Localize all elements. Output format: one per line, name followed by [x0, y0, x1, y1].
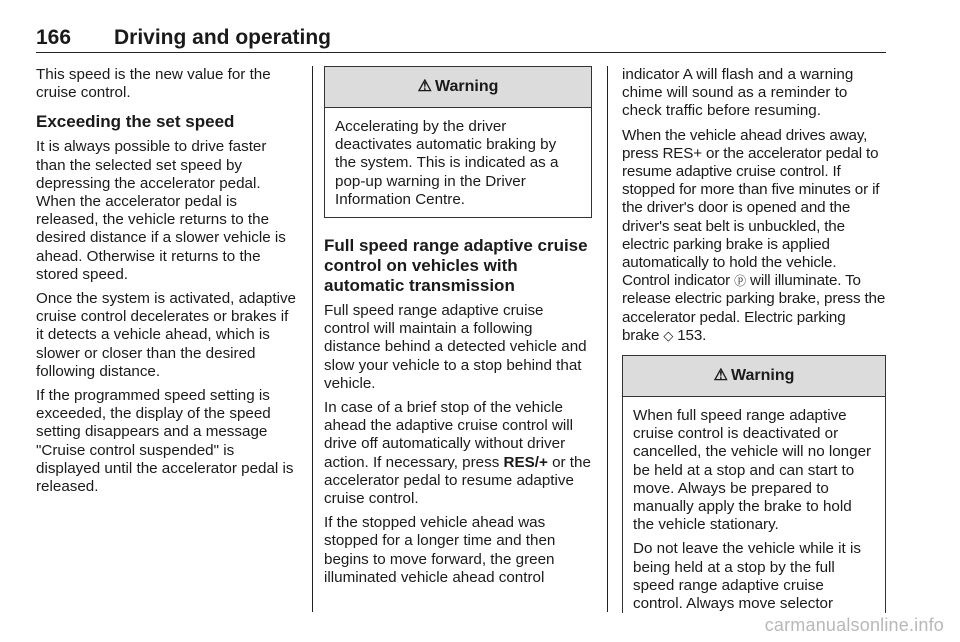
- paragraph: It is always possible to drive faster than the selected set speed by depressing the accelerator pedal. When the accelerator pedal is released, the vehicle returns to the desired distance if a slower vehicle is ahead. Otherwise it returns to the stored speed.: [36, 138, 286, 283]
- warning-text: Do not leave the vehicle while it is being held at a stop by the full speed range adaptive cruise control. Always move selector: [633, 540, 861, 613]
- text-run: or the accelerator pedal to resume adaptive cruise control.: [324, 453, 591, 508]
- section-title: Driving and operating: [114, 26, 332, 49]
- warning-header: [623, 356, 885, 397]
- text-run: When the vehicle ahead drives away, press RES+ or the accelerator pedal to resume adaptive cruise control. If stopped for more than five minutes or if the driver's door is opened and the driver's seat belt is unbuckled, the electric parking brake is applied automatically to hold the vehicle. Control indicator: [622, 126, 880, 290]
- warning-label: Warning: [730, 366, 795, 384]
- header-rule: [36, 52, 886, 53]
- page-header: [36, 26, 886, 52]
- parking-brake-icon: ⓟ: [734, 274, 746, 289]
- page-number: 166: [36, 26, 72, 49]
- text-run: will illuminate. To release electric parking brake, press the accelerator pedal. Electric parking brake: [622, 272, 886, 344]
- warning-text: When full speed range adaptive cruise control is deactivated or cancelled, the vehicle will no longer be held at a stop and can start to move. Always be prepared to manually apply the brake to hold the vehicle stationary.: [633, 407, 872, 534]
- heading-exceeding-set-speed: Exceeding the set speed: [36, 112, 235, 132]
- paragraph: If the programmed speed setting is exceeded, the display of the speed setting disappears and a message "Cruise control suspended" is displayed until the accelerator pedal is released.: [36, 387, 294, 496]
- warning-label: Warning: [434, 77, 499, 95]
- warning-box: [324, 66, 592, 218]
- page-reference-icon: ◇: [663, 327, 674, 343]
- warning-text: Accelerating by the driver deactivates automatic braking by the system. This is indicated as a pop-up warning in the Driver Information Centre.: [335, 118, 559, 208]
- paragraph: indicator A will flash and a warning chime will sound as a reminder to check traffic before resuming.: [622, 66, 854, 120]
- warning-icon: ⚠: [417, 77, 432, 95]
- paragraph: This speed is the new value for the cruise control.: [36, 66, 271, 102]
- heading-full-speed-range-acc: Full speed range adaptive cruise control on vehicles with automatic transmission: [324, 236, 588, 296]
- warning-icon: ⚠: [713, 366, 728, 384]
- paragraph: Full speed range adaptive cruise control will maintain a following distance behind a detected vehicle and slow your vehicle to a stop behind that vehicle.: [324, 302, 587, 392]
- column-2: [324, 66, 592, 593]
- column-1: [36, 66, 300, 502]
- paragraph: If the stopped vehicle ahead was stopped for a longer time and then begins to move forward, the green illuminated vehicle ahead control: [324, 514, 556, 586]
- column-divider-2: [607, 66, 608, 612]
- column-3: [622, 66, 886, 619]
- warning-box: [622, 355, 886, 613]
- page-reference-link[interactable]: 153.: [677, 326, 707, 344]
- text-run: In case of a brief stop of the vehicle ahead the adaptive cruise control will drive off automatically without driver action. If necessary, press: [324, 399, 574, 471]
- warning-body: [623, 397, 885, 613]
- res-plus-label: RES/+: [503, 453, 548, 471]
- column-divider-1: [312, 66, 313, 612]
- warning-header: [325, 67, 591, 108]
- paragraph: [324, 399, 592, 508]
- paragraph: Once the system is activated, adaptive cruise control decelerates or brakes if it detects a vehicle ahead, which is slower or closer than the desired following distance.: [36, 290, 297, 380]
- warning-body: [325, 108, 591, 217]
- paragraph: [622, 127, 886, 345]
- watermark: carmanualsonline.info: [764, 615, 944, 635]
